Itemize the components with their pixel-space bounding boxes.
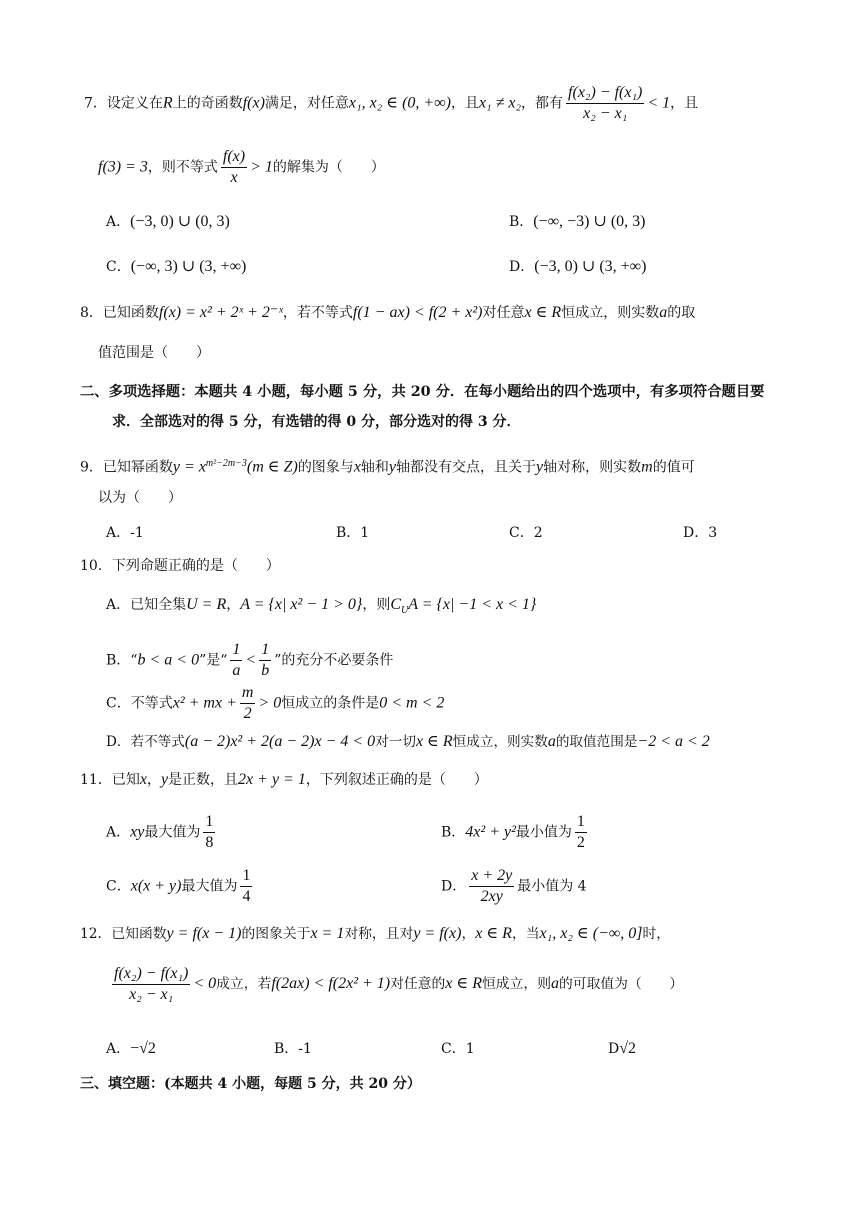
q12-option-c-value: 1 bbox=[465, 1041, 475, 1057]
q11-option-a[interactable] bbox=[106, 812, 218, 853]
q11-text: 是正数，且 bbox=[168, 772, 239, 788]
q10-option-a[interactable] bbox=[106, 595, 536, 621]
q12-text: 的可取值为（ ） bbox=[559, 976, 684, 992]
q12-text: 恒成立，则 bbox=[482, 976, 551, 992]
q7-math: x₁, x₂ ∈ (0, +∞) bbox=[348, 94, 451, 112]
q11-option-b-label: B． bbox=[441, 824, 466, 841]
q9-option-d-label: D． bbox=[683, 525, 709, 541]
q12-math: f(2ax) < f(2x² + 1) bbox=[271, 975, 391, 992]
q10-math: C bbox=[390, 596, 401, 613]
q9-option-a-value: -1 bbox=[130, 525, 144, 541]
q12-option-b-value: -1 bbox=[298, 1041, 312, 1057]
q7-option-d-label: D． bbox=[509, 259, 535, 275]
q9-text: 轴对称，则实数 bbox=[543, 459, 642, 476]
q7-fraction-numerator: f(x₂) − f(x₁) bbox=[566, 83, 644, 104]
q7-text: 设定义在 bbox=[106, 95, 163, 112]
q9-option-b-label: B． bbox=[336, 525, 361, 541]
q11-option-d[interactable] bbox=[441, 866, 587, 907]
q12-math: x₁, x₂ ∈ (−∞, 0] bbox=[539, 925, 643, 942]
q12-math: x = 1 bbox=[310, 925, 345, 942]
q7-text: 满足，对任意 bbox=[264, 95, 349, 112]
q7-option-b-label: B． bbox=[509, 214, 534, 230]
q12-fraction-numerator: f(x₂) − f(x₁) bbox=[112, 964, 190, 985]
q7-fraction2-denominator: x bbox=[230, 169, 238, 186]
q10-math: U = R bbox=[186, 596, 227, 613]
q9-function: y = x bbox=[172, 458, 206, 476]
q10-math: (a − 2)x² + 2(a − 2)x − 4 < 0 bbox=[184, 733, 376, 750]
q9-option-c-label: C． bbox=[509, 525, 534, 541]
q7-text: 的解集为（ ） bbox=[272, 159, 385, 176]
q10-stem bbox=[80, 556, 280, 576]
q7-math: f(3) = 3 bbox=[98, 158, 148, 176]
q9-text: 轴都没有交点，且关于 bbox=[396, 459, 537, 476]
q7-text: ，都有 bbox=[521, 95, 564, 112]
q7-option-b-value: (−∞, −3) ∪ (0, 3) bbox=[533, 213, 646, 230]
q8-inequality: f(1 − ax) < f(2 + x²) bbox=[352, 304, 483, 321]
q12-line2 bbox=[109, 964, 683, 1005]
q11-math: xy bbox=[130, 823, 145, 841]
q7-text: ，且 bbox=[670, 95, 699, 112]
q11-text: ，下列叙述正确的是（ ） bbox=[305, 772, 488, 788]
q11-stem bbox=[80, 770, 488, 790]
q8-line1 bbox=[80, 303, 695, 323]
q11-fraction-denominator: 4 bbox=[242, 888, 251, 905]
q9-text: 的值可 bbox=[652, 459, 695, 476]
q9-text: 已知幂函数 bbox=[102, 459, 173, 476]
q11-option-a-label: A． bbox=[106, 824, 131, 841]
q11-fraction-denominator: 2xy bbox=[480, 888, 503, 905]
q11-fraction-numerator: x + 2y bbox=[469, 866, 514, 887]
q12-option-c-label: C． bbox=[441, 1041, 466, 1057]
q12-option-b-label: B． bbox=[274, 1041, 299, 1057]
q7-fraction bbox=[566, 83, 644, 124]
q11-fraction bbox=[469, 866, 514, 907]
q10-option-c[interactable] bbox=[106, 683, 444, 724]
q7-option-a-value: (−3, 0) ∪ (0, 3) bbox=[130, 213, 230, 230]
q12-text: ， bbox=[461, 926, 476, 942]
q11-text: 已知 bbox=[111, 772, 140, 788]
q12-option-d-value: √2 bbox=[619, 1040, 637, 1057]
q10-text: ， bbox=[226, 597, 241, 613]
q12-option-d-label: D bbox=[608, 1041, 620, 1057]
q12-math: x ∈ R bbox=[475, 925, 512, 942]
q9-option-b-value: 1 bbox=[360, 525, 370, 541]
q10-fraction-numerator: 1 bbox=[230, 640, 242, 661]
q11-math: y bbox=[160, 771, 169, 788]
q9-math: m bbox=[641, 458, 653, 476]
q11-fraction-denominator: 2 bbox=[576, 834, 585, 851]
q12-math: a bbox=[551, 975, 559, 992]
q10-text: 恒成立的条件是 bbox=[281, 695, 380, 712]
q10-text: 若不等式 bbox=[130, 734, 185, 750]
q7-line1 bbox=[84, 83, 698, 124]
q12-option-a[interactable] bbox=[106, 1039, 156, 1059]
q11-fraction bbox=[240, 866, 252, 907]
q10-option-c-label: C． bbox=[106, 695, 131, 712]
q7-option-c-label: C． bbox=[106, 259, 131, 275]
section2-line2: 求．全部选对的得 5 分，有选错的得 0 分，部分选对的得 3 分． bbox=[112, 414, 521, 430]
q10-fraction bbox=[259, 640, 271, 681]
q10-text: 恒成立，则实数 bbox=[452, 734, 548, 750]
q7-option-b[interactable] bbox=[509, 212, 645, 232]
q12-text: 成立，若 bbox=[216, 976, 272, 992]
q11-math: 2x + y = 1 bbox=[238, 771, 306, 788]
q7-math: R bbox=[162, 94, 173, 112]
q12-number: 12． bbox=[80, 926, 112, 942]
q11-text: ， bbox=[146, 772, 161, 788]
q9-condition: (m ∈ Z) bbox=[246, 458, 298, 476]
q10-fraction-numerator: 1 bbox=[259, 640, 271, 661]
q10-fraction-denominator: a bbox=[232, 662, 241, 679]
q11-text: 最大值为 bbox=[144, 824, 201, 841]
q8-math: a bbox=[659, 304, 668, 321]
q7-option-a[interactable] bbox=[106, 212, 230, 232]
q10-fraction bbox=[240, 683, 256, 724]
q10-text: “ bbox=[130, 652, 138, 669]
q9-option-d-value: 3 bbox=[708, 525, 718, 541]
q7-line2 bbox=[98, 147, 385, 188]
q11-fraction bbox=[203, 812, 215, 853]
q10-text: 的取值范围是 bbox=[555, 734, 638, 750]
q10-fraction-denominator: 2 bbox=[243, 705, 252, 722]
q12-math: < 0 bbox=[193, 975, 217, 992]
q8-text: 的取 bbox=[667, 305, 696, 321]
q9-math: y bbox=[536, 458, 544, 476]
q8-text: 恒成立，则实数 bbox=[561, 305, 660, 321]
q7-math: f(x) bbox=[242, 94, 265, 112]
q10-math: A = {x| −1 < x < 1} bbox=[408, 596, 537, 613]
q10-subscript: U bbox=[401, 604, 409, 616]
q12-line1 bbox=[80, 924, 670, 944]
q10-math: −2 < a < 2 bbox=[637, 733, 710, 750]
q10-math: x² + mx + bbox=[172, 694, 237, 712]
q10-fraction-numerator: m bbox=[240, 683, 256, 704]
q10-option-b[interactable] bbox=[106, 640, 393, 681]
q10-text: 下列命题正确的是（ ） bbox=[111, 558, 280, 574]
q7-text: ，则不等式 bbox=[147, 159, 218, 176]
q12-fraction-denominator: x₂ − x₁ bbox=[129, 986, 174, 1003]
q7-math: > 1 bbox=[250, 158, 273, 176]
q12-text: 对称，且对 bbox=[344, 926, 414, 942]
q10-math: A = {x| x² − 1 > 0} bbox=[240, 596, 363, 613]
q10-number: 10． bbox=[80, 558, 112, 574]
q12-math: x ∈ R bbox=[445, 975, 483, 992]
q7-option-a-label: A． bbox=[106, 214, 131, 230]
q7-text: ，且 bbox=[450, 95, 479, 112]
q12-math: y = f(x) bbox=[413, 925, 462, 942]
q7-fraction-denominator: x₂ − x₁ bbox=[583, 105, 628, 122]
section2-line1: 二、多项选择题：本题共 4 小题，每小题 5 分，共 20 分．在每小题给出的四个选项中，有多项符合题目要 bbox=[80, 384, 765, 400]
q10-fraction-denominator: b bbox=[261, 662, 270, 679]
q10-text: 对一切 bbox=[375, 734, 416, 750]
q7-option-c-value: (−∞, 3) ∪ (3, +∞) bbox=[130, 258, 247, 275]
section2-heading bbox=[80, 382, 764, 402]
q9-option-c[interactable] bbox=[509, 523, 543, 543]
q9-line2 bbox=[98, 488, 182, 508]
q10-math: x ∈ R bbox=[415, 733, 453, 750]
q9-text: 以为（ ） bbox=[98, 490, 182, 506]
q10-math: 0 < m < 2 bbox=[379, 694, 445, 712]
q10-text: 已知全集 bbox=[130, 597, 187, 613]
q8-text: 已知函数 bbox=[102, 305, 159, 321]
q9-option-d[interactable] bbox=[683, 523, 717, 543]
q12-fraction bbox=[112, 964, 190, 1005]
q9-text: 的图象与 bbox=[297, 459, 354, 476]
q7-text: 上的奇函数 bbox=[172, 95, 243, 112]
q8-math: x ∈ R bbox=[524, 304, 562, 321]
q10-option-b-label: B． bbox=[106, 652, 131, 669]
q9-line1 bbox=[80, 454, 695, 478]
q9-text: 轴和 bbox=[360, 459, 389, 476]
q12-text: 对任意的 bbox=[390, 976, 446, 992]
q10-option-a-label: A． bbox=[106, 597, 131, 613]
q7-math: < 1 bbox=[647, 94, 671, 112]
q11-math: x(x + y) bbox=[130, 877, 182, 895]
q9-option-b[interactable] bbox=[336, 523, 369, 543]
q9-exponent: m²−2m−3 bbox=[205, 458, 247, 469]
section3-line1: 三、填空题：(本题共 4 小题，每题 5 分，共 20 分） bbox=[80, 1076, 421, 1092]
q8-line2 bbox=[98, 343, 210, 363]
q12-option-d[interactable] bbox=[608, 1039, 636, 1059]
q12-option-c[interactable] bbox=[441, 1039, 475, 1059]
q11-fraction-numerator: 1 bbox=[575, 812, 587, 833]
q11-option-c[interactable] bbox=[106, 866, 255, 907]
q10-text: ”的充分不必要条件 bbox=[274, 652, 394, 669]
q10-text: ”是“ bbox=[199, 652, 228, 669]
q12-text: ，当 bbox=[511, 926, 540, 942]
q12-option-b[interactable] bbox=[274, 1039, 312, 1059]
q10-option-d-label: D． bbox=[106, 734, 131, 750]
q8-text: 对任意 bbox=[482, 305, 525, 321]
q8-number: 8． bbox=[80, 305, 103, 321]
q10-text: ，则 bbox=[362, 597, 391, 613]
q10-math: b < a < 0 bbox=[137, 651, 200, 669]
q11-text: 最小值为 bbox=[515, 824, 572, 841]
q9-option-a-label: A． bbox=[106, 525, 131, 541]
q11-fraction bbox=[575, 812, 587, 853]
q11-fraction-numerator: 1 bbox=[203, 812, 215, 833]
q11-number: 11． bbox=[80, 772, 112, 788]
q12-math: y = f(x − 1) bbox=[166, 925, 242, 942]
q9-number: 9． bbox=[80, 459, 103, 476]
q7-math: x₁ ≠ x₂ bbox=[478, 94, 522, 112]
q10-math: < bbox=[245, 651, 257, 669]
q7-fraction2-numerator: f(x) bbox=[221, 147, 247, 168]
q8-function: f(x) = x² + 2ˣ + 2⁻ˣ bbox=[158, 304, 283, 321]
q7-option-d-value: (−3, 0) ∪ (3, +∞) bbox=[534, 258, 647, 275]
q10-fraction bbox=[230, 640, 242, 681]
q9-option-a[interactable] bbox=[106, 523, 144, 543]
q7-fraction2 bbox=[221, 147, 247, 188]
q12-option-a-label: A． bbox=[106, 1041, 131, 1057]
q12-text: 已知函数 bbox=[111, 926, 167, 942]
q11-math: x bbox=[139, 771, 147, 788]
q10-text: 不等式 bbox=[130, 695, 173, 712]
q9-option-c-value: 2 bbox=[533, 525, 543, 541]
q8-text: ，若不等式 bbox=[282, 305, 353, 321]
q11-fraction-numerator: 1 bbox=[240, 866, 252, 887]
q11-option-c-label: C． bbox=[106, 878, 131, 895]
q7-number: 7． bbox=[84, 95, 107, 112]
q11-text: 最大值为 bbox=[181, 878, 238, 895]
q12-text: 时， bbox=[642, 926, 671, 942]
q11-fraction-denominator: 8 bbox=[205, 834, 214, 851]
q10-math: > 0 bbox=[258, 694, 282, 712]
q12-option-a-value: −√2 bbox=[130, 1040, 156, 1057]
q10-option-d[interactable] bbox=[106, 732, 710, 752]
q11-option-b[interactable] bbox=[441, 812, 590, 853]
q11-option-d-label: D． bbox=[441, 878, 467, 895]
section2-heading-cont bbox=[112, 412, 520, 432]
q7-option-c[interactable] bbox=[106, 257, 246, 277]
q8-text: 值范围是（ ） bbox=[98, 345, 210, 361]
q9-math: y bbox=[388, 458, 397, 476]
section3-heading bbox=[80, 1074, 421, 1094]
q11-math: 4x² + y² bbox=[465, 823, 516, 841]
q10-math: a bbox=[547, 733, 556, 750]
q12-text: 的图象关于 bbox=[241, 926, 311, 942]
q9-math: x bbox=[353, 458, 361, 476]
q11-text: 最小值为 4 bbox=[517, 878, 587, 895]
q7-option-d[interactable] bbox=[509, 257, 646, 277]
